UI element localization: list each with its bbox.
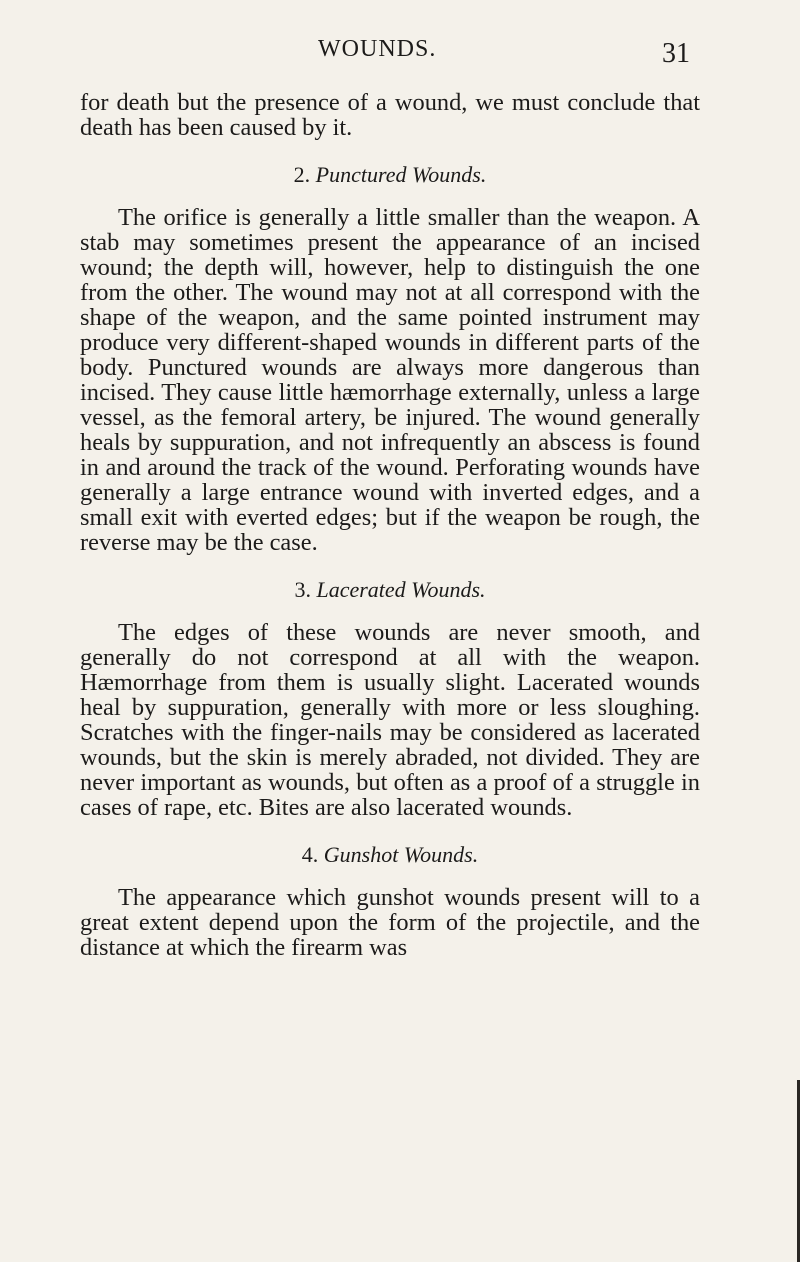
section-title: Punctured Wounds. <box>315 162 487 187</box>
section-number: 3. <box>294 577 311 602</box>
running-head-title: WOUNDS. <box>318 36 437 62</box>
section-title: Gunshot Wounds. <box>323 842 479 867</box>
section-number: 4. <box>301 842 319 867</box>
section-heading-gunshot <box>80 842 700 867</box>
running-head <box>0 36 800 68</box>
body-text <box>80 90 700 960</box>
punctured-paragraph: The orifice is generally a little smaller than the weapon. A stab may sometimes present the appearance of an incised wound; the depth will, however, help to distinguish the one from the other. The wound may not at all correspond with the shape of the weapon, and the same pointed instrument may produce very different-shaped wounds in different parts of the body. Punctured wounds are always more dangerous than incised. They cause little hæmorrhage externally, unless a large vessel, as the femoral artery, be injured. The wound generally heals by suppuration, and not infrequently an abscess is found in and around the track of the wound. Perforating wounds have generally a large entrance wound with inverted edges, and a small exit with everted edges; but if the weapon be rough, the reverse may be the case. <box>80 204 700 556</box>
intro-paragraph: for death but the presence of a wound, we must conclude that death has been caused by it. <box>80 89 700 141</box>
section-heading-punctured <box>80 162 700 187</box>
section-number: 2. <box>293 162 311 187</box>
section-title: Lacerated Wounds. <box>316 577 486 602</box>
lacerated-paragraph: The edges of these wounds are never smooth, and generally do not correspond at all with the weapon. Hæmorrhage from them is usually slight. Lacerated wounds heal by suppuration, generally with more or less sloughing. Scratches with the finger-nails may be considered as lacerated wounds, but the skin is merely abraded, not divided. They are never important as wounds, but often as a proof of a struggle in cases of rape, etc. Bites are also lacerated wounds. <box>80 619 700 821</box>
page-number: 31 <box>662 38 690 69</box>
section-heading-lacerated <box>80 577 700 602</box>
gunshot-paragraph: The appearance which gunshot wounds present will to a great extent depend upon the form of the projectile, and the distance at which the firearm was <box>80 884 700 961</box>
